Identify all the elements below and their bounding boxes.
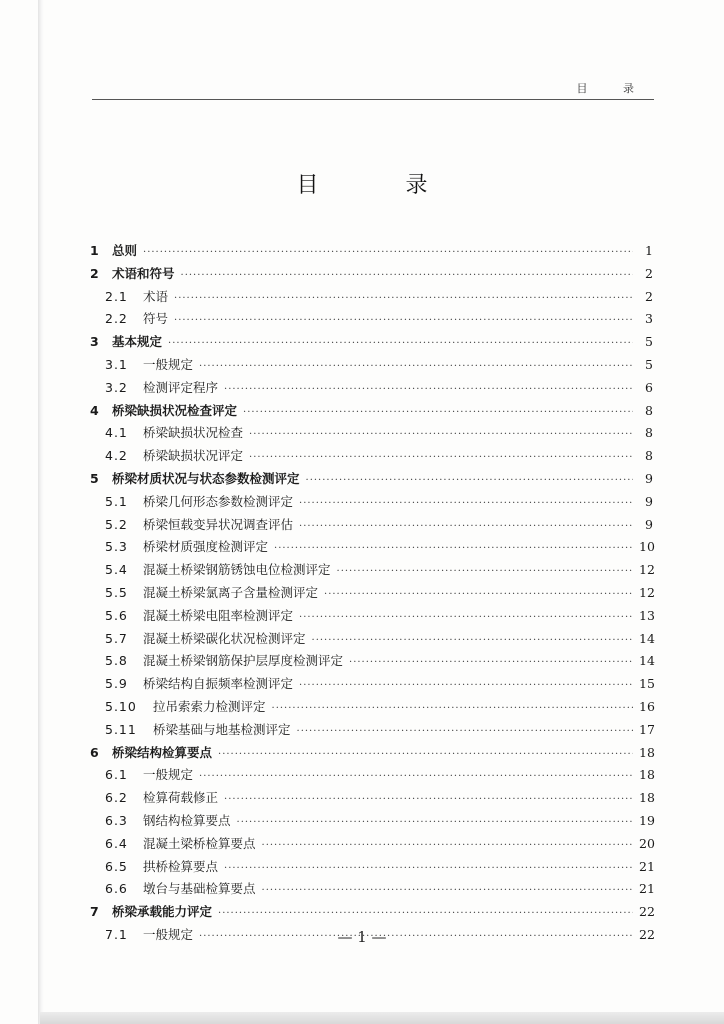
toc-entry[interactable] (90, 354, 653, 377)
toc-entry-number: 5.8 (105, 653, 128, 669)
page-number: — 1 — (337, 928, 387, 946)
toc-entry-number: 5.6 (105, 607, 128, 623)
toc-dot-leader (299, 493, 633, 516)
toc-entry[interactable] (90, 559, 653, 582)
toc-entry-number: 2 (90, 265, 99, 281)
toc-entry[interactable] (90, 491, 653, 514)
toc-entry[interactable] (90, 422, 653, 445)
toc-entry[interactable] (90, 628, 653, 651)
scan-bottom-edge-shadow (40, 1012, 724, 1024)
toc-entry-label: 混凝土桥梁电阻率检测评定 (143, 607, 294, 623)
toc-entry[interactable] (90, 787, 653, 810)
toc-entry-page: 12 (639, 562, 655, 578)
toc-entry-page: 3 (645, 311, 653, 327)
toc-entry[interactable] (90, 308, 653, 331)
toc-entry-label: 拉吊索索力检测评定 (153, 698, 266, 714)
toc-dot-leader (272, 698, 633, 721)
toc-dot-leader (299, 607, 633, 630)
toc-entry-page: 9 (645, 493, 653, 509)
toc-dot-leader (218, 744, 633, 767)
toc-dot-leader (312, 630, 633, 653)
toc-entry-label: 钢结构检算要点 (143, 812, 231, 828)
toc-entry-number: 3.1 (105, 356, 128, 372)
toc-dot-leader (274, 538, 633, 561)
toc-dot-leader (337, 561, 633, 584)
toc-entry-page: 18 (639, 744, 655, 760)
toc-entry-label: 拱桥检算要点 (143, 858, 219, 874)
toc-entry-page: 16 (639, 698, 655, 714)
toc-entry-number: 5.5 (105, 584, 128, 600)
toc-entry-label: 检算荷载修正 (143, 790, 219, 806)
toc-entry-number: 5 (90, 470, 99, 486)
toc-entry-label: 一般规定 (143, 767, 194, 783)
toc-entry-label: 术语 (143, 288, 169, 304)
toc-entry[interactable] (90, 286, 653, 309)
toc-entry-label: 一般规定 (143, 356, 194, 372)
toc-entry-number: 2.2 (105, 311, 128, 327)
toc-dot-leader (174, 288, 633, 311)
toc-entry-page: 15 (639, 676, 655, 692)
toc-entry-number: 5.10 (105, 698, 137, 714)
toc-entry-number: 7 (90, 904, 99, 920)
toc-entry-page: 19 (639, 812, 655, 828)
toc-entry-label: 混凝土桥梁钢筋保护层厚度检测评定 (143, 653, 344, 669)
toc-dot-leader (199, 766, 633, 789)
toc-entry-number: 6.6 (105, 881, 128, 897)
toc-entry-page: 18 (639, 767, 655, 783)
toc-entry-page: 8 (645, 402, 653, 418)
toc-entry-page: 1 (645, 243, 653, 258)
header-rule (92, 99, 654, 100)
toc-dot-leader (262, 835, 633, 858)
toc-entry-label: 基本规定 (112, 334, 163, 350)
toc-entry-number: 4.1 (105, 425, 128, 441)
toc-entry-page: 20 (639, 835, 655, 851)
toc-entry-number: 5.7 (105, 630, 128, 646)
toc-entry[interactable] (90, 742, 653, 765)
toc-dot-leader (349, 652, 633, 675)
toc-entry[interactable] (90, 901, 653, 924)
toc-entry-page: 13 (639, 607, 655, 623)
toc-dot-leader (174, 310, 633, 333)
toc-entry-number: 5.9 (105, 676, 128, 692)
toc-entry-number: 3 (90, 334, 99, 350)
toc-entry-number: 6.5 (105, 858, 128, 874)
toc-entry-label: 桥梁缺损状况检查评定 (112, 402, 238, 418)
toc-dot-leader (218, 903, 633, 926)
toc-entry-page: 21 (639, 858, 655, 874)
toc-entry-label: 桥梁缺损状况检查 (143, 425, 244, 441)
toc-dot-leader (224, 379, 633, 402)
toc-entry[interactable] (90, 810, 653, 833)
toc-entry-number: 5.11 (105, 721, 137, 737)
toc-entry-number: 7.1 (105, 926, 128, 942)
toc-entry-page: 8 (645, 425, 653, 441)
toc-dot-leader (224, 858, 633, 881)
toc-entry-page: 12 (639, 584, 655, 600)
toc-entry[interactable] (90, 263, 653, 286)
toc-entry-page: 17 (639, 721, 655, 737)
toc-dot-leader (143, 242, 633, 265)
toc-entry-page: 9 (645, 470, 653, 486)
toc-entry-label: 桥梁几何形态参数检测评定 (143, 493, 294, 509)
toc-entry[interactable] (90, 468, 653, 491)
toc-entry-label: 桥梁基础与地基检测评定 (153, 721, 291, 737)
toc-entry-label: 桥梁材质状况与状态参数检测评定 (112, 470, 300, 486)
toc-entry[interactable] (90, 856, 653, 879)
toc-entry-number: 5.2 (105, 516, 128, 532)
toc-entry-number: 2.1 (105, 288, 128, 304)
toc-entry-label: 桥梁材质强度检测评定 (143, 539, 269, 555)
table-of-contents (90, 240, 653, 947)
toc-entry[interactable] (90, 331, 653, 354)
toc-dot-leader (243, 402, 633, 425)
toc-title: 目 录 (296, 173, 468, 198)
toc-entry-page: 2 (645, 265, 653, 281)
toc-entry-number: 6.4 (105, 835, 128, 851)
toc-entry-page: 5 (645, 356, 653, 372)
toc-entry-label: 桥梁缺损状况评定 (143, 448, 244, 464)
toc-entry-number: 1 (90, 243, 99, 258)
toc-entry-label: 墩台与基础检算要点 (143, 881, 256, 897)
toc-entry-page: 2 (645, 288, 653, 304)
toc-entry[interactable] (90, 696, 653, 719)
toc-entry[interactable] (90, 514, 653, 537)
toc-dot-leader (237, 812, 633, 835)
toc-dot-leader (249, 447, 633, 470)
toc-entry-number: 5.1 (105, 493, 128, 509)
toc-dot-leader (262, 880, 633, 903)
toc-entry-label: 桥梁结构检算要点 (112, 744, 213, 760)
toc-entry-page: 10 (639, 539, 655, 555)
toc-dot-leader (306, 470, 633, 493)
toc-entry[interactable] (90, 833, 653, 856)
toc-dot-leader (181, 265, 633, 288)
toc-entry-number: 6.1 (105, 767, 128, 783)
toc-entry[interactable] (90, 605, 653, 628)
toc-entry-number: 6.2 (105, 790, 128, 806)
toc-entry-page: 5 (645, 334, 653, 350)
toc-entry-page: 14 (639, 653, 655, 669)
toc-entry-page: 22 (639, 904, 655, 920)
toc-dot-leader (249, 424, 633, 447)
toc-entry[interactable] (90, 536, 653, 559)
toc-entry-label: 一般规定 (143, 926, 194, 942)
toc-entry[interactable] (90, 582, 653, 605)
toc-entry-page: 9 (645, 516, 653, 532)
toc-entry-label: 桥梁恒载变异状况调查评估 (143, 516, 294, 532)
toc-entry[interactable] (90, 764, 653, 787)
toc-entry[interactable] (90, 240, 653, 263)
scan-left-edge-shadow (38, 0, 44, 1024)
toc-entry-number: 4 (90, 402, 99, 418)
toc-dot-leader (199, 356, 633, 379)
toc-dot-leader (224, 789, 633, 812)
toc-entry-label: 混凝土梁桥检算要点 (143, 835, 256, 851)
toc-dot-leader (297, 721, 633, 744)
toc-entry-label: 混凝土桥梁钢筋锈蚀电位检测评定 (143, 562, 331, 578)
toc-entry-label: 混凝土桥梁碳化状况检测评定 (143, 630, 306, 646)
toc-entry-number: 3.2 (105, 379, 128, 395)
toc-entry-label: 检测评定程序 (143, 379, 219, 395)
toc-entry-page: 22 (639, 926, 655, 942)
toc-dot-leader (299, 675, 633, 698)
toc-entry[interactable] (90, 878, 653, 901)
toc-entry-number: 4.2 (105, 448, 128, 464)
toc-entry-page: 8 (645, 448, 653, 464)
toc-entry-label: 桥梁结构自振频率检测评定 (143, 676, 294, 692)
toc-entry-page: 18 (639, 790, 655, 806)
toc-entry-label: 桥梁承载能力评定 (112, 904, 213, 920)
toc-dot-leader (299, 516, 633, 539)
toc-entry-page: 14 (639, 630, 655, 646)
toc-entry[interactable] (90, 719, 653, 742)
toc-dot-leader (168, 333, 633, 356)
toc-entry[interactable] (90, 673, 653, 696)
toc-entry-number: 6.3 (105, 812, 128, 828)
toc-entry-label: 符号 (143, 311, 169, 327)
toc-dot-leader (324, 584, 633, 607)
toc-entry-label: 混凝土桥梁氯离子含量检测评定 (143, 584, 319, 600)
toc-entry-label: 术语和符号 (112, 265, 175, 281)
toc-entry-number: 5.4 (105, 562, 128, 578)
toc-entry-number: 5.3 (105, 539, 128, 555)
toc-entry-page: 6 (645, 379, 653, 395)
toc-entry[interactable] (90, 400, 653, 423)
toc-entry[interactable] (90, 445, 653, 468)
running-header: 目 录 (576, 82, 650, 95)
toc-entry[interactable] (90, 650, 653, 673)
toc-entry-page: 21 (639, 881, 655, 897)
toc-entry-label: 总则 (112, 243, 138, 258)
toc-entry-number: 6 (90, 744, 99, 760)
toc-entry[interactable] (90, 377, 653, 400)
